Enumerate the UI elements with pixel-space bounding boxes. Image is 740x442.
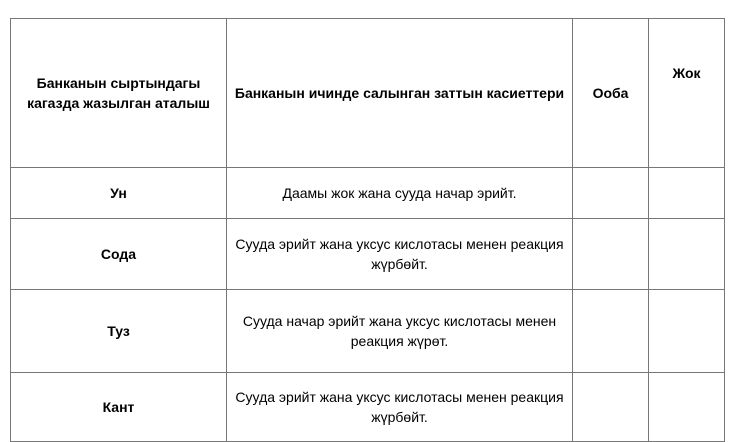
substance-property: Сууда эрийт жана уксус кислотасы менен реакция жүрбөйт. xyxy=(227,373,573,442)
table-row xyxy=(11,219,725,290)
yes-cell[interactable] xyxy=(573,168,649,219)
substance-property: Сууда эрийт жана уксус кислотасы менен реакция жүрбөйт. xyxy=(227,219,573,290)
header-label: Банканын сыртындагы кагазда жазылган аталыш xyxy=(11,19,227,168)
yes-cell[interactable] xyxy=(573,219,649,290)
header-row xyxy=(11,19,725,168)
no-cell[interactable] xyxy=(649,290,725,373)
header-yes: Ооба xyxy=(573,19,649,168)
substance-property: Даамы жок жана сууда начар эрийт. xyxy=(227,168,573,219)
substance-property: Сууда начар эрийт жана уксус кислотасы менен реакция жүрөт. xyxy=(227,290,573,373)
substance-name: Сода xyxy=(11,219,227,290)
no-cell[interactable] xyxy=(649,373,725,442)
table-row xyxy=(11,168,725,219)
no-cell[interactable] xyxy=(649,168,725,219)
substance-name: Туз xyxy=(11,290,227,373)
table-row xyxy=(11,290,725,373)
yes-cell[interactable] xyxy=(573,373,649,442)
header-properties: Банканын ичинде салынган заттын касиеттери xyxy=(227,19,573,168)
no-cell[interactable] xyxy=(649,219,725,290)
table-row xyxy=(11,373,725,442)
header-no: Жок xyxy=(649,19,725,168)
substance-name: Ун xyxy=(11,168,227,219)
substance-name: Кант xyxy=(11,373,227,442)
yes-cell[interactable] xyxy=(573,290,649,373)
substance-table xyxy=(10,18,725,442)
